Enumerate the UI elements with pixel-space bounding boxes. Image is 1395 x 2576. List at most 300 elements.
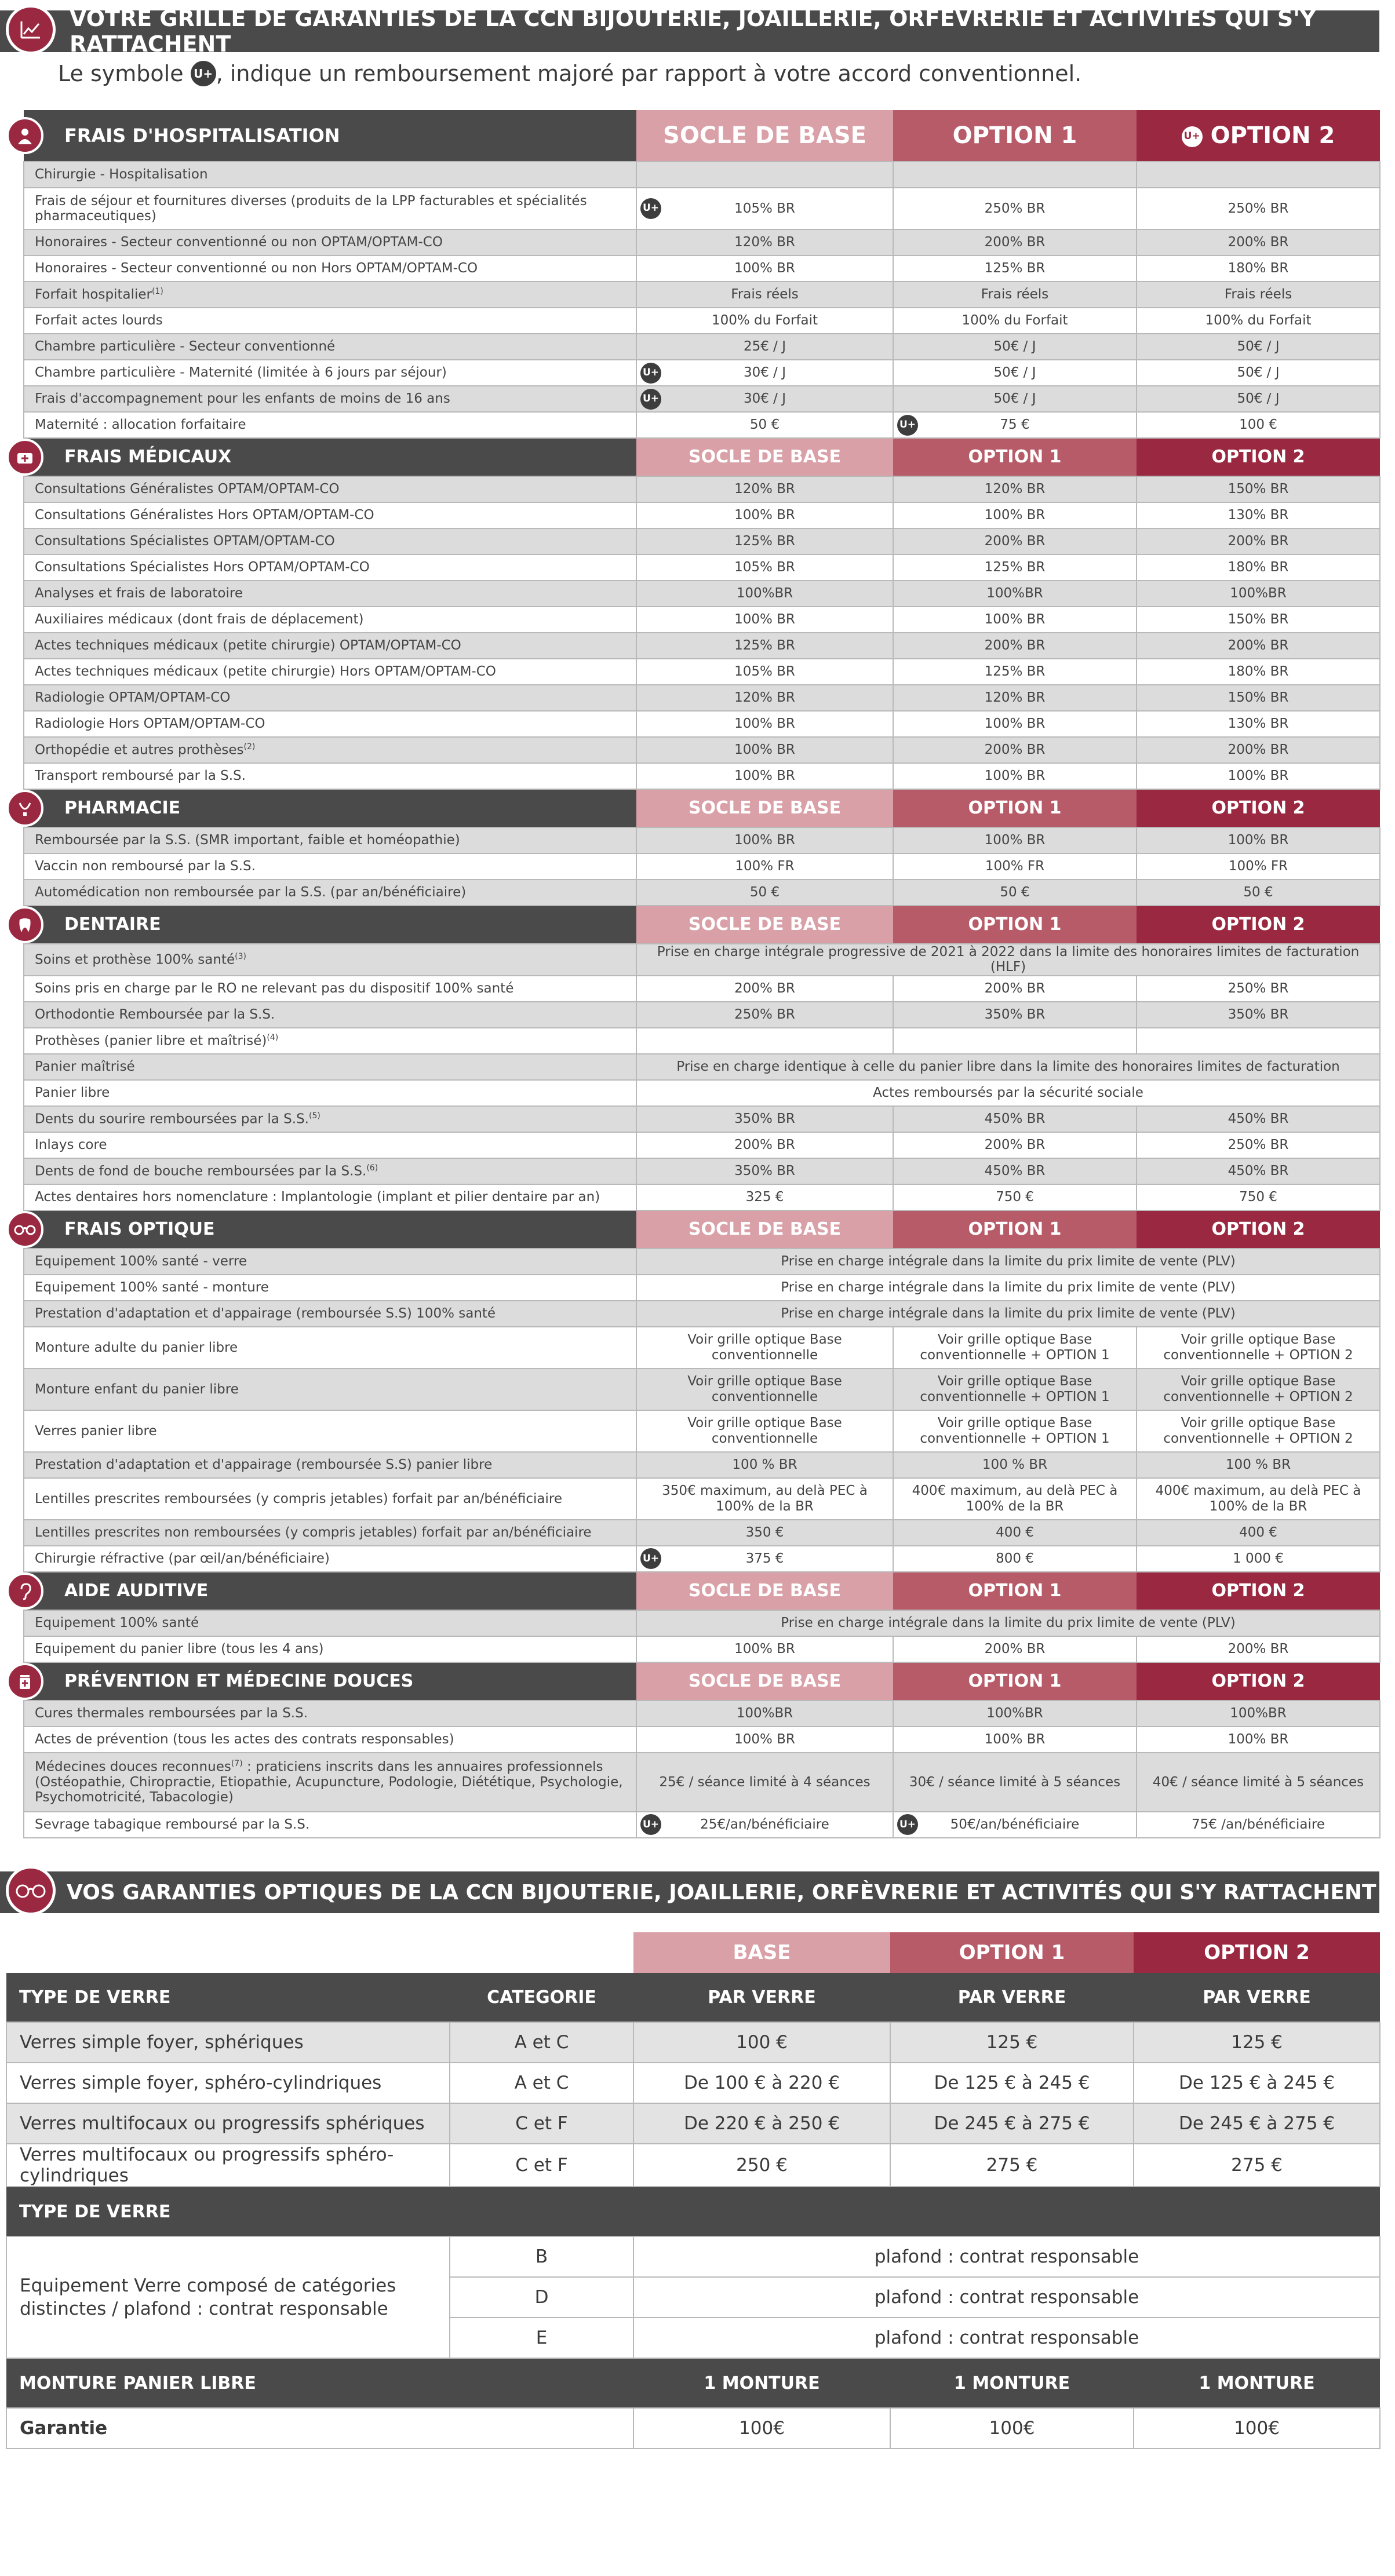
row-value (893, 256, 1137, 282)
optics-cell: 250 € (633, 2144, 890, 2187)
row-value (893, 633, 1137, 659)
row-value (1137, 853, 1380, 880)
column-header-label: OPTION 1 (968, 914, 1062, 935)
row-value (1137, 1546, 1380, 1572)
optics-cell: 125 € (890, 2022, 1134, 2063)
row-value-text: 450% BR (1228, 1163, 1289, 1179)
optics-category: D (450, 2277, 633, 2318)
row-value (636, 162, 893, 188)
row-label (24, 1275, 636, 1301)
row-value (1137, 1452, 1380, 1478)
row-value-text: 75 € (1000, 417, 1030, 433)
optics-row (6, 2022, 1380, 2063)
row-label (24, 880, 636, 906)
row-label (24, 528, 636, 554)
column-header-label: OPTION 1 (968, 797, 1062, 818)
row-value (1137, 1636, 1380, 1662)
table-row (24, 1132, 1380, 1158)
row-value-text: 30€ / J (743, 365, 786, 381)
optics-head-row (6, 1973, 1380, 2022)
table-row (24, 880, 1380, 906)
optics-head-cell: TYPE DE VERRE (6, 1973, 450, 2022)
row-value-text: Voir grille optique Base conventionnelle + OPTION 2 (1163, 1415, 1353, 1446)
optics-head-row (6, 2358, 1380, 2408)
row-value (1137, 607, 1380, 633)
column-header (1137, 1662, 1380, 1701)
optics-cell: De 220 € à 250 € (633, 2103, 890, 2144)
row-value (893, 1812, 1137, 1838)
row-value (636, 880, 893, 906)
row-value-text: 200% BR (734, 1137, 795, 1153)
row-value (893, 188, 1137, 229)
row-value (636, 188, 893, 229)
row-value-text: 30€ / séance limité à 5 séances (909, 1774, 1121, 1790)
section-title (24, 1662, 636, 1701)
row-label-text: Actes techniques médicaux (petite chirurgie) OPTAM/OPTAM-CO (35, 638, 461, 654)
section-title (24, 1210, 636, 1249)
row-label-text: Orthopédie et autres prothèses (35, 742, 244, 758)
row-value-text: Frais réels (1224, 287, 1292, 302)
optics-cell: De 245 € à 275 € (890, 2103, 1134, 2144)
row-value-text: 100% BR (1228, 833, 1289, 848)
row-value-text: 100% BR (1228, 1732, 1289, 1747)
column-header (636, 110, 893, 162)
row-label-text: Soins pris en charge par le RO ne relevant pas du dispositif 100% santé (35, 981, 514, 997)
row-label-text: Frais de séjour et fournitures diverses (produits de la LPP facturables et spécialités pharmaceutiques) (35, 193, 587, 224)
row-value-text: 400 € (996, 1525, 1034, 1541)
row-value-text: 180% BR (1228, 664, 1289, 680)
table-row (24, 1520, 1380, 1546)
row-value (636, 607, 893, 633)
row-value (1137, 659, 1380, 685)
row-value (636, 282, 893, 308)
row-value (1137, 711, 1380, 737)
row-value (636, 581, 893, 607)
optics-column-head: OPTION 1 (890, 1932, 1134, 1973)
section-header (24, 1210, 1380, 1249)
column-header-label: SOCLE DE BASE (688, 914, 842, 935)
row-label (24, 308, 636, 334)
column-header (893, 1210, 1137, 1249)
row-label-text: Prestation d'adaptation et d'appairage (remboursée S.S) 100% santé (35, 1306, 496, 1322)
row-label (24, 554, 636, 581)
row-label-text: Sevrage tabagique remboursé par la S.S. (35, 1817, 310, 1833)
row-value (636, 1132, 893, 1158)
row-value (636, 412, 893, 438)
row-label (24, 386, 636, 412)
column-header-label: OPTION 2 (1211, 1580, 1305, 1601)
optics-cell: De 245 € à 275 € (1134, 2103, 1380, 2144)
table-row (24, 1812, 1380, 1838)
main-title: VOTRE GRILLE DE GARANTIES DE LA CCN BIJOUTERIE, JOAILLERIE, ORFÈVRERIE ET ACTIVITÉS QUI S'Y RATTACHENT (70, 6, 1316, 57)
glasses-icon (6, 1211, 43, 1248)
row-value-text: 100% BR (984, 833, 1046, 848)
column-header-label: OPTION 1 (968, 1218, 1062, 1239)
row-label (24, 1753, 636, 1812)
row-value-text: 130% BR (1228, 716, 1289, 732)
row-value (893, 1106, 1137, 1132)
column-header (636, 1210, 893, 1249)
table-row (24, 386, 1380, 412)
row-value-text: Voir grille optique Base conventionnelle (687, 1332, 842, 1363)
row-value-text: 400€ maximum, au delà PEC à 100% de la BR (912, 1483, 1118, 1514)
row-value-text: 100% FR (985, 859, 1045, 874)
row-value (893, 1520, 1137, 1546)
row-value-text: 180% BR (1228, 560, 1289, 575)
table-row (24, 633, 1380, 659)
row-value-text: 375 € (745, 1551, 784, 1567)
row-value-text: 100% du Forfait (1205, 313, 1312, 329)
column-header-label: OPTION 1 (968, 446, 1062, 467)
optics-cell: Verres simple foyer, sphériques (6, 2022, 450, 2063)
main-title-bar (0, 6, 1379, 57)
row-label-text: Orthodontie Remboursée par la S.S. (35, 1007, 275, 1023)
table-row (24, 1410, 1380, 1452)
pill-box-icon (6, 1663, 43, 1700)
section-label: FRAIS D'HOSPITALISATION (64, 124, 340, 147)
row-label (24, 1546, 636, 1572)
u-plus-icon: U+ (897, 1814, 918, 1835)
row-value (1137, 685, 1380, 711)
row-value-text: 250% BR (1228, 1137, 1289, 1153)
optics-cell-merged: plafond : contrat responsable (633, 2277, 1380, 2318)
row-value (636, 1727, 893, 1753)
row-value (636, 659, 893, 685)
row-value (636, 1028, 893, 1054)
row-value-text: 105% BR (734, 664, 795, 680)
row-label-text: Actes dentaires hors nomenclature : Implantologie (implant et pilier dentaire par an) (35, 1190, 600, 1205)
row-value-text: 100% BR (734, 768, 795, 784)
row-value-text: 120% BR (734, 235, 795, 250)
row-value (636, 1184, 893, 1210)
row-label-text: Dents de fond de bouche remboursées par la S.S. (35, 1163, 367, 1179)
row-value-text: 200% BR (984, 534, 1046, 549)
row-value (1137, 360, 1380, 386)
section-title (24, 1572, 636, 1610)
row-value-text: 25€ / J (743, 339, 786, 355)
row-value-text: 200% BR (984, 638, 1046, 654)
row-value-merged: Prise en charge identique à celle du panier libre dans la limite des honoraires limites de facturation (636, 1054, 1380, 1080)
footnote-ref: (1) (151, 286, 163, 296)
row-value-text: 150% BR (1228, 612, 1289, 627)
row-label-text: Equipement 100% santé - monture (35, 1280, 269, 1296)
table-row (24, 256, 1380, 282)
row-label-text: Equipement 100% santé (35, 1615, 199, 1631)
table-row (24, 737, 1380, 763)
column-header-label: SOCLE DE BASE (688, 446, 842, 467)
table-row (24, 1080, 1380, 1106)
row-value-text: 75€ /an/bénéficiaire (1192, 1817, 1325, 1833)
optics-column-head: OPTION 2 (1134, 1932, 1380, 1973)
row-value-text: 350% BR (1228, 1007, 1289, 1023)
column-header (636, 789, 893, 827)
row-value (636, 737, 893, 763)
row-value (1137, 1727, 1380, 1753)
row-value (893, 334, 1137, 360)
row-value-text: 105% BR (734, 200, 795, 216)
optics-row (6, 2408, 1380, 2449)
row-value (636, 633, 893, 659)
row-label-text: Cures thermales remboursées par la S.S. (35, 1706, 308, 1721)
row-label-text: Actes techniques médicaux (petite chirurgie) Hors OPTAM/OPTAM-CO (35, 664, 496, 680)
section-title (24, 789, 636, 827)
optics-head-cell: PAR VERRE (1134, 1973, 1380, 2022)
column-header (893, 1662, 1137, 1701)
optics-category: B (450, 2236, 633, 2277)
column-header (1137, 906, 1380, 944)
row-label-text: Panier maîtrisé (35, 1059, 135, 1075)
row-value-text: 50 € (749, 417, 780, 433)
table-row (24, 1054, 1380, 1080)
table-row (24, 188, 1380, 229)
row-value-text: Voir grille optique Base conventionnelle + OPTION 2 (1163, 1374, 1353, 1404)
table-row (24, 1028, 1380, 1054)
column-header (893, 906, 1137, 944)
optics-cell: A et C (450, 2022, 633, 2063)
section-title (24, 438, 636, 476)
row-label-text: Consultations Spécialistes OPTAM/OPTAM-CO (35, 534, 335, 549)
u-plus-icon: U+ (640, 389, 661, 410)
section-header (24, 789, 1380, 827)
row-label (24, 1369, 636, 1410)
row-value (636, 256, 893, 282)
row-value (1137, 476, 1380, 502)
row-label-text: Radiologie OPTAM/OPTAM-CO (35, 690, 231, 706)
row-value-text: 40€ / séance limité à 5 séances (1152, 1774, 1364, 1790)
row-value-text: 350€ maximum, au delà PEC à 100% de la BR (662, 1483, 868, 1514)
row-value (893, 827, 1137, 853)
row-value-text: 50 € (749, 885, 780, 900)
glasses-icon (6, 1866, 56, 1915)
row-value (636, 853, 893, 880)
row-label (24, 1701, 636, 1727)
row-value (636, 334, 893, 360)
column-header-label: SOCLE DE BASE (688, 1580, 842, 1601)
row-label-text: Prothèses (panier libre et maîtrisé) (35, 1033, 267, 1049)
table-row (24, 308, 1380, 334)
table-row (24, 607, 1380, 633)
table-row (24, 554, 1380, 581)
row-label (24, 282, 636, 308)
row-value (636, 386, 893, 412)
table-row (24, 976, 1380, 1002)
row-value-text: 50€ / J (993, 339, 1036, 355)
row-value-text: 100% BR (734, 612, 795, 627)
row-value-text: Voir grille optique Base conventionnelle + OPTION 2 (1163, 1332, 1353, 1363)
table-row (24, 763, 1380, 789)
row-label (24, 1327, 636, 1369)
row-value (1137, 1184, 1380, 1210)
row-value (1137, 633, 1380, 659)
optics-cell: 100€ (633, 2408, 890, 2449)
u-plus-icon: U+ (640, 198, 661, 219)
row-label (24, 256, 636, 282)
table-row (24, 1452, 1380, 1478)
optics-cell: Verres multifocaux ou progressifs sphériques (6, 2103, 450, 2144)
optics-cell: De 100 € à 220 € (633, 2063, 890, 2103)
row-value (1137, 1753, 1380, 1812)
row-value (1137, 827, 1380, 853)
row-value-text: 200% BR (984, 742, 1046, 758)
row-label-text: Maternité : allocation forfaitaire (35, 417, 246, 433)
optics-cell: 275 € (1134, 2144, 1380, 2187)
row-value (1137, 581, 1380, 607)
optics-cell: Garantie (6, 2408, 633, 2449)
row-value (893, 528, 1137, 554)
row-label (24, 334, 636, 360)
row-label-text: Soins et prothèse 100% santé (35, 952, 235, 968)
optics-table (6, 1932, 1381, 2449)
row-value (893, 476, 1137, 502)
optics-cell: De 125 € à 245 € (890, 2063, 1134, 2103)
row-value (1137, 1158, 1380, 1184)
row-label-text: Consultations Généralistes Hors OPTAM/OPTAM-CO (35, 508, 374, 523)
row-value-text: 50€ / J (993, 365, 1036, 381)
footnote-ref: (4) (267, 1032, 279, 1042)
optics-column-head: BASE (633, 1932, 890, 1973)
row-value (893, 1028, 1137, 1054)
row-value-text: 100% du Forfait (961, 313, 1068, 329)
column-header-label: OPTION 2 (1211, 446, 1305, 467)
column-header (636, 1572, 893, 1610)
row-value-merged: Prise en charge intégrale dans la limite du prix limite de vente (PLV) (636, 1610, 1380, 1636)
row-value (636, 976, 893, 1002)
row-label-text: Equipement du panier libre (tous les 4 ans) (35, 1641, 324, 1657)
table-row (24, 1701, 1380, 1727)
row-value (636, 554, 893, 581)
row-value-text: 100%BR (1230, 1706, 1287, 1721)
row-label (24, 229, 636, 256)
table-row (24, 162, 1380, 188)
row-label (24, 1106, 636, 1132)
table-row (24, 1753, 1380, 1812)
section-label: FRAIS MÉDICAUX (64, 446, 232, 467)
row-value-text: 100%BR (986, 1706, 1043, 1721)
row-value (893, 360, 1137, 386)
row-value (636, 685, 893, 711)
table-row (24, 1184, 1380, 1210)
row-value (893, 711, 1137, 737)
optics-cell: A et C (450, 2063, 633, 2103)
u-plus-icon: U+ (640, 1814, 661, 1835)
ear-icon (6, 1572, 43, 1610)
u-plus-icon: U+ (191, 61, 216, 86)
optics-cell: De 125 € à 245 € (1134, 2063, 1380, 2103)
row-value (636, 1327, 893, 1369)
row-label (24, 763, 636, 789)
row-label (24, 1727, 636, 1753)
row-value (636, 476, 893, 502)
row-value (893, 502, 1137, 528)
guarantee-grid (23, 110, 1381, 1838)
row-label (24, 1054, 636, 1080)
row-label-text: Automédication non remboursée par la S.S. (par an/bénéficiaire) (35, 885, 467, 900)
optics-row (6, 2236, 1380, 2277)
row-label-text: Radiologie Hors OPTAM/OPTAM-CO (35, 716, 265, 732)
person-icon (6, 117, 43, 154)
optics-category: E (450, 2318, 633, 2358)
optics-cell: 100€ (890, 2408, 1134, 2449)
row-value-text: 125% BR (984, 261, 1046, 276)
optics-head-cell: PAR VERRE (890, 1973, 1134, 2022)
section-header (24, 1662, 1380, 1701)
row-label (24, 1636, 636, 1662)
row-value-text: 350 € (745, 1525, 784, 1541)
row-value (636, 1701, 893, 1727)
row-value-text: 100%BR (986, 586, 1043, 601)
row-value-text: 800 € (996, 1551, 1034, 1567)
optics-composite-label: Equipement Verre composé de catégories distinctes / plafond : contrat responsable (6, 2236, 450, 2358)
row-value (1137, 502, 1380, 528)
row-value (1137, 1002, 1380, 1028)
row-value-text: 100% FR (1228, 859, 1288, 874)
row-value-text: 1 000 € (1233, 1551, 1284, 1567)
row-value-text: 250% BR (1228, 200, 1289, 216)
row-value-merged: Prise en charge intégrale dans la limite du prix limite de vente (PLV) (636, 1275, 1380, 1301)
row-value-text: 130% BR (1228, 508, 1289, 523)
section-label: PRÉVENTION ET MÉDECINE DOUCES (64, 1670, 414, 1691)
row-value-text: 325 € (745, 1190, 784, 1205)
row-label-text: Actes de prévention (tous les actes des contrats responsables) (35, 1732, 454, 1747)
column-header-label: OPTION 1 (968, 1670, 1062, 1691)
row-value (893, 685, 1137, 711)
row-value (636, 1002, 893, 1028)
row-value-text: 100% du Forfait (711, 313, 818, 329)
row-value (636, 1452, 893, 1478)
row-value-text: 25€ / séance limité à 4 séances (659, 1774, 870, 1790)
row-label-text: Honoraires - Secteur conventionné ou non Hors OPTAM/OPTAM-CO (35, 261, 478, 276)
row-value (636, 1520, 893, 1546)
row-value-text: 50 € (1243, 885, 1273, 900)
table-row (24, 1478, 1380, 1520)
row-value (1137, 1812, 1380, 1838)
row-value (636, 1636, 893, 1662)
table-row (24, 1249, 1380, 1275)
row-value-text: 120% BR (984, 481, 1046, 497)
row-value (1137, 229, 1380, 256)
optics-head-cell: 1 MONTURE (890, 2358, 1134, 2408)
row-label (24, 1812, 636, 1838)
row-value (1137, 1520, 1380, 1546)
section-header (24, 110, 1380, 162)
row-value-text: 100%BR (736, 1706, 793, 1721)
row-label (24, 633, 636, 659)
row-value-text: 100% BR (734, 261, 795, 276)
row-value-text: 200% BR (1228, 1641, 1289, 1657)
column-header-label: OPTION 2 (1211, 1218, 1305, 1239)
optics-row (6, 2144, 1380, 2187)
row-value-text: 200% BR (1228, 235, 1289, 250)
u-plus-icon: U+ (897, 415, 918, 436)
row-value-text: 100 % BR (982, 1457, 1048, 1473)
table-row (24, 1002, 1380, 1028)
row-value (893, 1546, 1137, 1572)
row-value-text: 150% BR (1228, 481, 1289, 497)
row-label-text: Analyses et frais de laboratoire (35, 586, 243, 601)
row-value-text: 125% BR (734, 534, 795, 549)
row-value (893, 1727, 1137, 1753)
row-label (24, 1158, 636, 1184)
row-value-merged: Prise en charge intégrale dans la limite du prix limite de vente (PLV) (636, 1249, 1380, 1275)
row-value (893, 763, 1137, 789)
optics-cell: Verres simple foyer, sphéro-cylindriques (6, 2063, 450, 2103)
row-value-text: 100% BR (734, 742, 795, 758)
row-value (1137, 412, 1380, 438)
row-value (893, 1369, 1137, 1410)
row-value-text: 120% BR (734, 690, 795, 706)
row-label (24, 1184, 636, 1210)
optics-cell: 125 € (1134, 2022, 1380, 2063)
